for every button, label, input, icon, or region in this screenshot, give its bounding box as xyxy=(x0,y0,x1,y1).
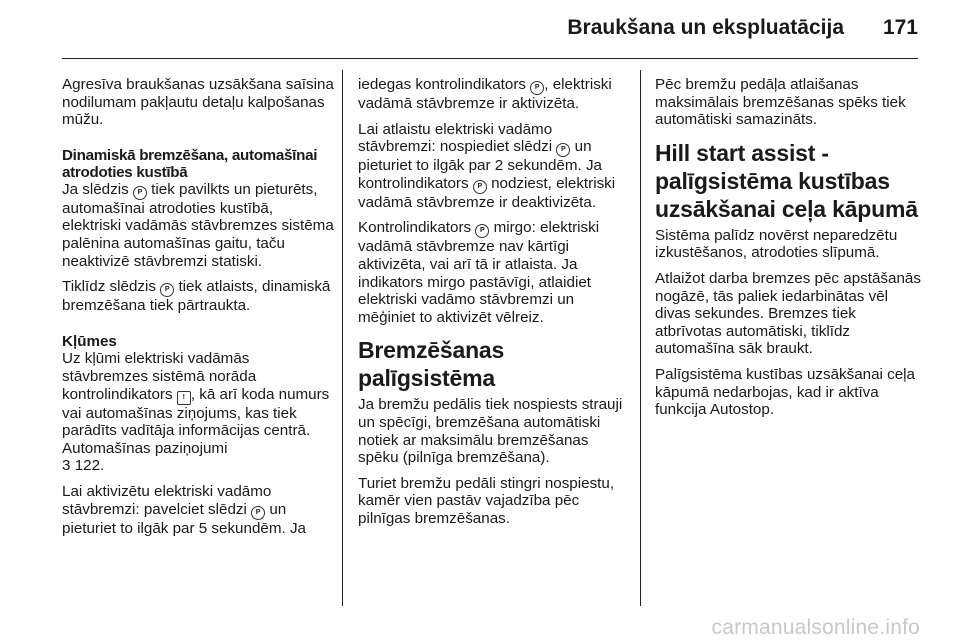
parking-brake-icon: P xyxy=(133,186,147,200)
column-2 xyxy=(358,76,628,536)
column-divider-1 xyxy=(342,70,343,606)
column-3 xyxy=(655,76,923,427)
parking-brake-icon: P xyxy=(475,224,489,238)
paragraph: Sistēma palīdz novērst neparedzētu izkustēšanos, atrodoties slīpumā. xyxy=(655,226,898,262)
section-heading-brake-assist: Bremzēšanas palīgsistēma xyxy=(358,337,505,392)
paragraph: Lai atlaistu elektriski vadāmo stāvbremzi: nospiediet slēdzi P un pieturiet to ilgāk par 2 sekundēm. Ja kontrolindikators P nodziest, elektriski vadāmā stāvbremze ir deaktivizēta. xyxy=(358,120,616,211)
paragraph: Uz kļūmi elektriski vadāmās stāvbremzes sistēmā norāda kontrolindikators ! , kā arī koda numurs vai automašīnas ziņojums, kas tiek parādīts vadītāja informācijas centrā. Automašīnas paziņojumi 3 122. xyxy=(62,350,330,475)
subheading-faults: Kļūmes xyxy=(62,332,117,350)
page-header xyxy=(0,0,960,56)
column-1 xyxy=(62,76,334,545)
paragraph: Atlaižot darba bremzes pēc apstāšanās nogāzē, tās paliek iedarbinātas vēl divas sekundes. Bremzes tiek atbrīvotas automātiski, tiklīdz automašīna sāk braukt. xyxy=(655,269,921,358)
page-reference-link[interactable]: 122. xyxy=(74,457,105,475)
parking-brake-icon: P xyxy=(530,81,544,95)
parking-brake-icon: P xyxy=(556,143,570,157)
column-divider-2 xyxy=(640,70,641,606)
paragraph: Agresīva braukšanas uzsākšana saīsina nodilumam pakļautu detaļu kalpošanas mūžu. xyxy=(62,76,334,129)
paragraph: Tiklīdz slēdzis P tiek atlaists, dinamiskā bremzēšana tiek pārtraukta. xyxy=(62,278,331,315)
paragraph: Turiet bremžu pedāli stingri nospiestu, kamēr vien pastāv vajadzība pēc pilnīgas bremzēšanas. xyxy=(358,474,615,527)
watermark: carmanualsonline.info xyxy=(711,616,920,639)
header-title: Braukšana un ekspluatācija xyxy=(567,16,844,39)
paragraph: Lai aktivizētu elektriski vadāmo stāvbremzi: pavelciet slēdzi P un pieturiet to ilgāk par 5 sekundēm. Ja xyxy=(62,482,306,537)
section-heading-hill-start-assist: Hill start assist - palīgsistēma kustības uzsākšanai ceļa kāpumā xyxy=(655,139,918,222)
subheading-dynamic-braking: Dinamiskā bremzēšana, automašīnai atrodoties kustībā xyxy=(62,146,318,181)
warning-indicator-icon: ! xyxy=(177,391,191,405)
paragraph: Kontrolindikators P mirgo: elektriski vadāmā stāvbremze nav kārtīgi aktivizēta, vai arī tā ir atlaista. Ja indikators mirgo pastāvīgi, atlaidiet elektriski vadāmo stāvbremzi un mēģiniet to aktivizēt vēlreiz. xyxy=(358,219,600,326)
paragraph: Pēc bremžu pedāļa atlaišanas maksimālais bremzēšanas spēks tiek automātiski samazināts. xyxy=(655,76,906,129)
parking-brake-icon: P xyxy=(251,506,265,520)
page-number: 171 xyxy=(882,16,918,39)
paragraph: Ja bremžu pedālis tiek nospiests strauji un spēcīgi, bremzēšana automātiski notiek ar maksimālu bremzēšanas spēku (pilnīga bremzēšana). xyxy=(358,396,623,467)
paragraph: iedegas kontrolindikators P , elektriski vadāmā stāvbremze ir aktivizēta. xyxy=(358,76,612,112)
header-rule xyxy=(62,58,918,59)
parking-brake-icon: P xyxy=(160,283,174,297)
paragraph: Palīgsistēma kustības uzsākšanai ceļa kāpumā nedarbojas, kad ir aktīva funkcija Autostop. xyxy=(655,365,916,419)
parking-brake-icon: P xyxy=(473,180,487,194)
paragraph: Ja slēdzis P tiek pavilkts un pieturēts, automašīnai atrodoties kustībā, elektriski vadāmās stāvbremzes sistēma palēnina automašīnas gaitu, taču neaktivizē stāvbremzi statiski. xyxy=(62,180,334,270)
reference-arrow-icon: 3 xyxy=(62,457,71,475)
